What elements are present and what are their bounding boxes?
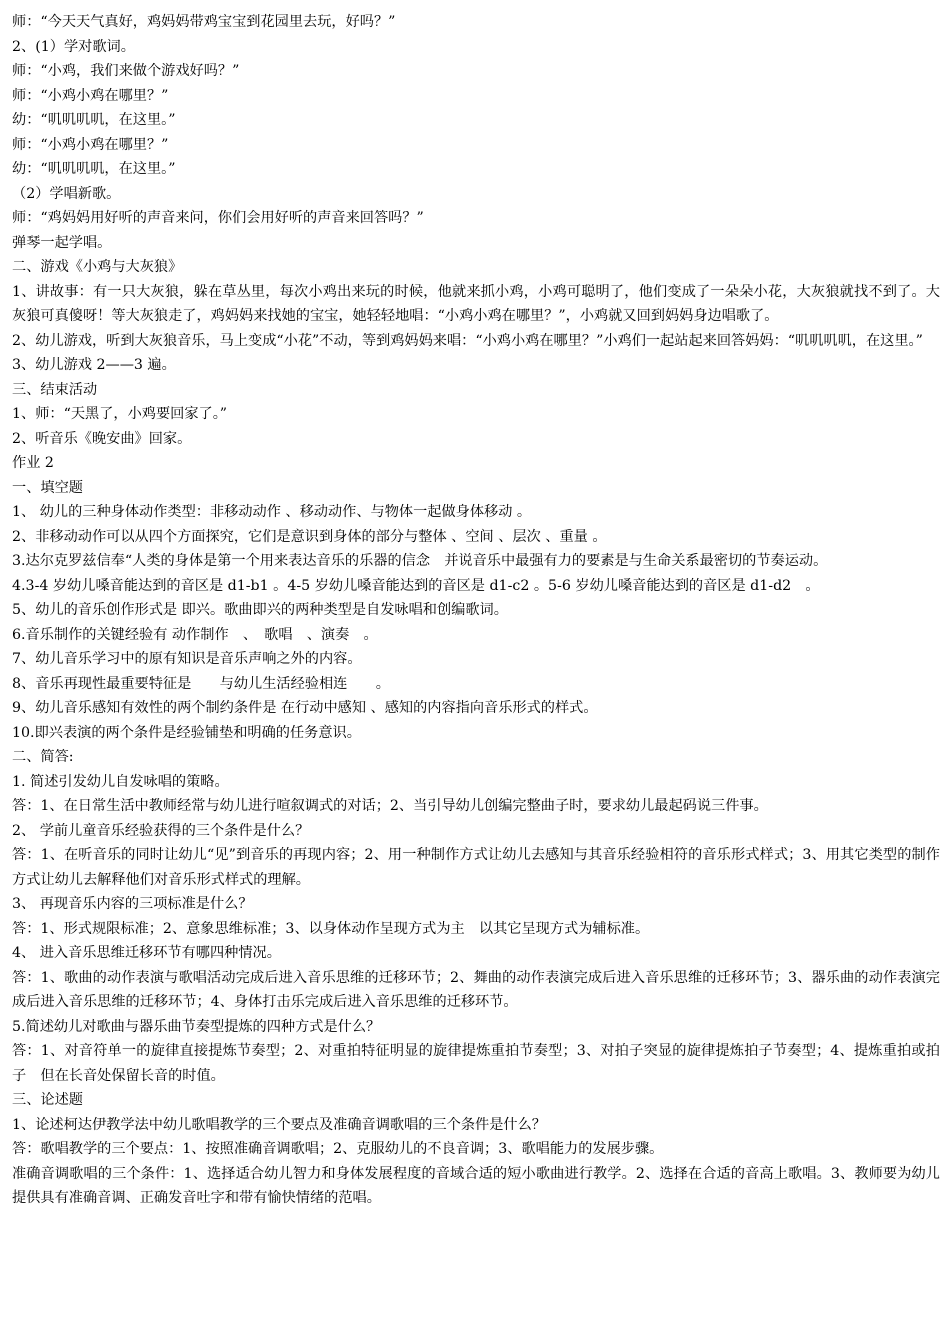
homework-title: 作业 2 xyxy=(12,455,54,471)
text-line-8: （2）学唱新歌。 xyxy=(12,185,121,202)
fill-item-1: 1、 幼儿的三种身体动作类型：非移动动作 、移动动作、与物体一起做身体移动 。 xyxy=(12,504,532,520)
fill-item-5: 5、幼儿的音乐创作形式是 即兴。歌曲即兴的两种类型是自发咏唱和创编歌词。 xyxy=(12,602,508,618)
text-line-3: 师：“小鸡，我们来做个游戏好吗？” xyxy=(12,63,240,79)
answer-1: 答：1、在日常生活中教师经常与幼儿进行喧叙调式的对话；2、当引导幼儿创编完整曲子时，要求幼儿最起码说三件事。 xyxy=(12,798,768,814)
answer-4: 答：1、歌曲的动作表演与歌唱活动完成后进入音乐思维的迁移环节；2、舞曲的动作表演完成后进入音乐思维的迁移环节；3、器乐曲的动作表演完成后进入音乐思维的迁移环节；4、身体打击乐完成后进入音乐思维的迁移环节。 xyxy=(12,969,940,1010)
text-line-1: 师：“今天天气真好，鸡妈妈带鸡宝宝到花园里去玩，好吗？” xyxy=(12,14,396,30)
fill-item-6: 6.音乐制作的关键经验有 动作制作 、 歌唱 、演奏 。 xyxy=(12,626,378,643)
fill-item-10: 10.即兴表演的两个条件是经验铺垫和明确的任务意识。 xyxy=(12,724,361,741)
text-line-end-1: 1、师：“天黑了，小鸡要回家了。” xyxy=(12,406,228,422)
text-line-10: 弹琴一起学唱。 xyxy=(12,234,112,251)
question-3: 3、 再现音乐内容的三项标准是什么？ xyxy=(12,896,253,912)
text-line-2: 2、(1）学对歌词。 xyxy=(12,38,135,55)
fill-item-8: 8、音乐再现性最重要特征是 与幼儿生活经验相连 。 xyxy=(12,675,390,692)
text-line-5: 幼：“叽叽叽叽，在这里。” xyxy=(12,112,176,128)
question-5: 5.简述幼儿对歌曲与器乐曲节奏型提炼的四种方式是什么？ xyxy=(12,1018,381,1035)
question-2: 2、 学前儿童音乐经验获得的三个条件是什么？ xyxy=(12,822,310,839)
text-line-game-repeat: 3、幼儿游戏 2——3 遍。 xyxy=(12,357,176,373)
essay-question-1: 1、论述柯达伊教学法中幼儿歌唱教学的三个要点及准确音调歌唱的三个条件是什么？ xyxy=(12,1116,546,1133)
answer-2: 答：1、在听音乐的同时让幼儿“见”到音乐的再现内容；2、用一种制作方式让幼儿去感知与其音乐经验相符的音乐形式样式；3、用其它类型的制作方式让幼儿去解释他们对音乐形式样式的理解。 xyxy=(12,847,940,888)
question-1: 1. 简述引发幼儿自发咏唱的策略。 xyxy=(12,773,229,790)
section-heading-fill: 一、填空题 xyxy=(12,479,83,496)
answer-3: 答：1、形式规限标准；2、意象思维标准；3、以身体动作呈现方式为主 以其它呈现方式为辅标准。 xyxy=(12,920,650,937)
text-line-4: 师：“小鸡小鸡在哪里？” xyxy=(12,87,169,104)
paragraph-game: 2、幼儿游戏，听到大灰狼音乐，马上变成“小花”不动，等到鸡妈妈来唱：“小鸡小鸡在哪里？”小鸡们一起站起来回答妈妈：“叽叽叽叽，在这里。” xyxy=(12,332,923,349)
answer-5: 答：1、对音符单一的旋律直接提炼节奏型；2、对重拍特征明显的旋律提炼重拍节奏型；3、对拍子突显的旋律提炼拍子节奏型；4、提炼重拍或拍子 但在长音处保留长音的时值。 xyxy=(12,1043,940,1084)
text-line-7: 幼：“叽叽叽叽，在这里。” xyxy=(12,161,176,177)
document-page xyxy=(12,10,940,1211)
fill-item-7: 7、幼儿音乐学习中的原有知识是音乐声响之外的内容。 xyxy=(12,651,362,667)
question-4: 4、 进入音乐思维迁移环节有哪四种情况。 xyxy=(12,945,281,961)
essay-answer-conditions: 准确音调歌唱的三个条件：1、选择适合幼儿智力和身体发展程度的音域合适的短小歌曲进行教学。2、选择在合适的音高上歌唱。3、教师要为幼儿提供具有准确音调、正确发音吐字和带有愉快情绪的范唱。 xyxy=(12,1165,940,1206)
fill-item-3: 3.达尔克罗兹信奉“人类的身体是第一个用来表达音乐的乐器的信念 并说音乐中最强有力的要素是与生命关系最密切的节奏运动。 xyxy=(12,553,828,569)
fill-item-9: 9、幼儿音乐感知有效性的两个制约条件是 在行动中感知 、感知的内容指向音乐形式的样式。 xyxy=(12,700,598,716)
section-heading-game: 二、游戏《小鸡与大灰狼》 xyxy=(12,259,183,275)
fill-item-4: 4.3-4 岁幼儿嗓音能达到的音区是 d1-b1 。4-5 岁幼儿嗓音能达到的音区是 d1-c2 。5-6 岁幼儿嗓音能达到的音区是 d1-d2 。 xyxy=(12,577,820,594)
paragraph-story: 1、讲故事：有一只大灰狼，躲在草丛里，每次小鸡出来玩的时候，他就来抓小鸡，小鸡可聪明了，他们变成了一朵朵小花，大灰狼就找不到了。大灰狼可真傻呀！等大灰狼走了，鸡妈妈来找她的宝宝，她轻轻地唱：“小鸡小鸡在哪里？”，小鸡就又回到妈妈身边唱歌了。 xyxy=(12,283,940,324)
fill-item-2: 2、非移动动作可以从四个方面探究，它们是意识到身体的部分与整体 、空间 、层次 、重量 。 xyxy=(12,528,607,545)
text-line-end-2: 2、听音乐《晚安曲》回家。 xyxy=(12,430,192,447)
section-heading-essay: 三、论述题 xyxy=(12,1092,83,1108)
section-heading-end: 三、结束活动 xyxy=(12,381,98,398)
section-heading-short-answer: 二、简答: xyxy=(12,749,74,765)
text-line-9: 师：“鸡妈妈用好听的声音来问，你们会用好听的声音来回答吗？” xyxy=(12,210,424,226)
essay-answer-points: 答：歌唱教学的三个要点：1、按照准确音调歌唱；2、克服幼儿的不良音调；3、歌唱能力的发展步骤。 xyxy=(12,1141,664,1157)
text-line-6: 师：“小鸡小鸡在哪里？” xyxy=(12,136,169,153)
